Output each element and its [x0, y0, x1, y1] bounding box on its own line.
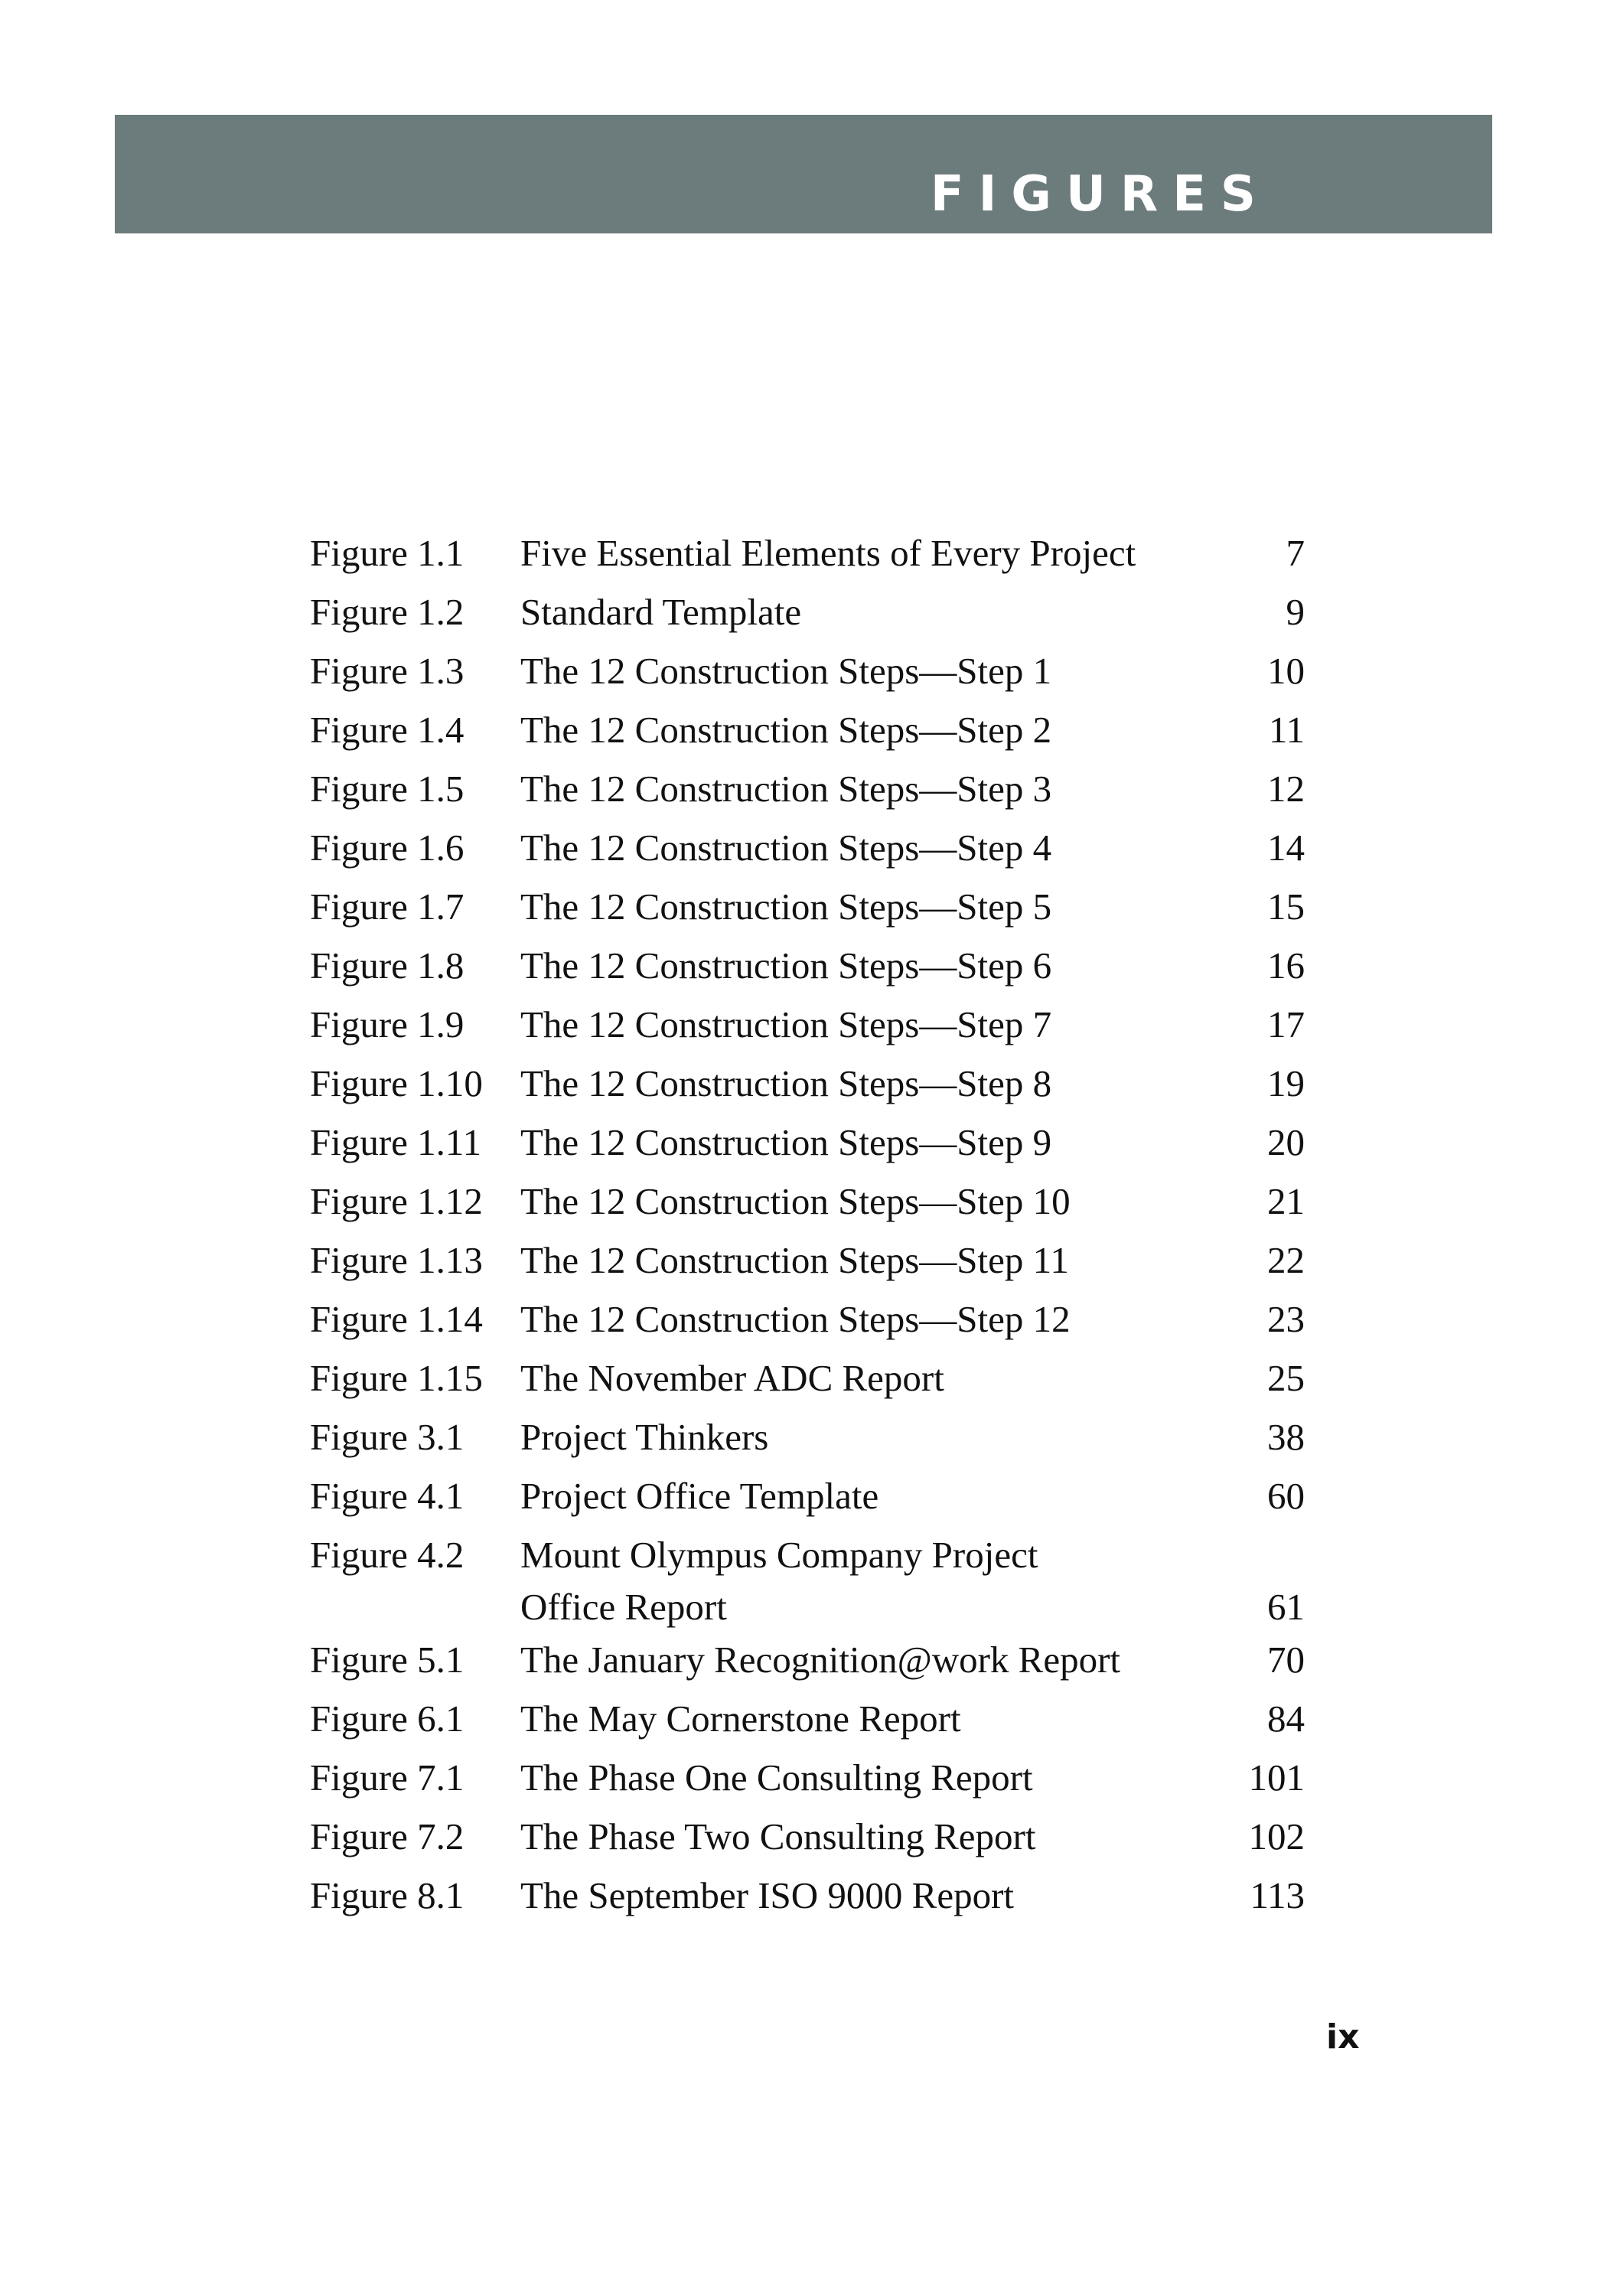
toc-entry	[310, 877, 1305, 936]
page-number: 12	[1267, 768, 1305, 810]
page-title: FIGURES	[930, 166, 1270, 223]
figure-number: Figure 7.2	[310, 1815, 464, 1857]
figure-number: Figure 1.2	[310, 591, 464, 633]
figure-number: Figure 1.10	[310, 1062, 483, 1104]
toc-entry	[310, 1748, 1305, 1807]
figure-title: The 12 Construction Steps—Step 4	[520, 827, 1052, 869]
toc-entry	[310, 1866, 1305, 1925]
figure-title: Five Essential Elements of Every Project	[520, 532, 1136, 574]
figure-number: Figure 1.12	[310, 1180, 483, 1222]
folio-page-number: ix	[1326, 2017, 1360, 2056]
toc-entry	[310, 1172, 1305, 1231]
figure-number: Figure 3.1	[310, 1416, 464, 1458]
toc-entry	[310, 1231, 1305, 1290]
page-number: 70	[1267, 1639, 1305, 1681]
toc-entry	[310, 1807, 1305, 1866]
figure-title: The November ADC Report	[520, 1357, 944, 1399]
figure-title: The 12 Construction Steps—Step 6	[520, 944, 1052, 987]
figure-number: Figure 5.1	[310, 1639, 464, 1681]
header-banner	[115, 115, 1492, 233]
figure-title: The 12 Construction Steps—Step 9	[520, 1121, 1052, 1163]
page-number: 21	[1267, 1180, 1305, 1222]
list-of-figures	[310, 523, 1305, 1925]
toc-entry	[310, 1525, 1305, 1630]
page-number: 25	[1267, 1357, 1305, 1399]
figure-number: Figure 1.7	[310, 885, 464, 928]
figure-number: Figure 6.1	[310, 1698, 464, 1740]
figure-title: Standard Template	[520, 591, 802, 633]
page-number: 113	[1250, 1874, 1305, 1916]
figure-title: The 12 Construction Steps—Step 5	[520, 885, 1052, 928]
toc-entry	[310, 1054, 1305, 1113]
page-number: 9	[1286, 591, 1305, 633]
page-number: 61	[1267, 1586, 1305, 1628]
toc-entry	[310, 1407, 1305, 1466]
figure-title: The Phase Two Consulting Report	[520, 1815, 1036, 1857]
page-number: 84	[1267, 1698, 1305, 1740]
figure-number: Figure 7.1	[310, 1756, 464, 1799]
figure-title: Project Office Template	[520, 1475, 879, 1517]
toc-entry	[310, 582, 1305, 641]
page-number: 14	[1267, 827, 1305, 869]
page-number: 22	[1267, 1239, 1305, 1281]
figure-number: Figure 8.1	[310, 1874, 464, 1916]
figure-number: Figure 1.4	[310, 709, 464, 751]
toc-entry	[310, 759, 1305, 818]
page-number: 20	[1267, 1121, 1305, 1163]
figure-number: Figure 1.9	[310, 1003, 464, 1045]
toc-entry	[310, 1689, 1305, 1748]
toc-entry	[310, 1349, 1305, 1407]
toc-entry	[310, 1466, 1305, 1525]
toc-entry	[310, 995, 1305, 1054]
figure-number: Figure 4.2	[310, 1534, 464, 1576]
page-number: 60	[1267, 1475, 1305, 1517]
figure-title: The 12 Construction Steps—Step 8	[520, 1062, 1052, 1104]
figure-title	[520, 1525, 1221, 1630]
figure-number: Figure 1.5	[310, 768, 464, 810]
toc-entry	[310, 818, 1305, 877]
figure-number: Figure 1.14	[310, 1298, 483, 1340]
figure-title: The 12 Construction Steps—Step 1	[520, 650, 1052, 692]
figure-number: Figure 1.3	[310, 650, 464, 692]
page-number: 11	[1268, 709, 1305, 751]
figure-title-line-2: Office Report	[520, 1586, 727, 1628]
figure-title: The 12 Construction Steps—Step 3	[520, 768, 1052, 810]
figure-title-line-1: Mount Olympus Company Project	[520, 1534, 1038, 1576]
page-number: 10	[1267, 650, 1305, 692]
figure-title: The 12 Construction Steps—Step 10	[520, 1180, 1071, 1222]
figure-title: The 12 Construction Steps—Step 12	[520, 1298, 1071, 1340]
page-number: 15	[1267, 885, 1305, 928]
page-number: 101	[1248, 1756, 1305, 1799]
figure-title: The January Recognition@work Report	[520, 1639, 1121, 1681]
figure-number: Figure 1.6	[310, 827, 464, 869]
page-number: 7	[1286, 532, 1305, 574]
page-number: 38	[1267, 1416, 1305, 1458]
figure-title: The 12 Construction Steps—Step 2	[520, 709, 1052, 751]
figure-title: The Phase One Consulting Report	[520, 1756, 1033, 1799]
figure-title: The May Cornerstone Report	[520, 1698, 961, 1740]
toc-entry	[310, 641, 1305, 700]
toc-entry	[310, 1113, 1305, 1172]
page-number: 19	[1267, 1062, 1305, 1104]
toc-entry	[310, 700, 1305, 759]
figure-title: The September ISO 9000 Report	[520, 1874, 1015, 1916]
page-number: 16	[1267, 944, 1305, 987]
figure-title: The 12 Construction Steps—Step 7	[520, 1003, 1052, 1045]
figure-number: Figure 4.1	[310, 1475, 464, 1517]
figure-number: Figure 1.11	[310, 1121, 482, 1163]
figure-title: Project Thinkers	[520, 1416, 769, 1458]
toc-entry	[310, 1630, 1305, 1689]
toc-entry	[310, 936, 1305, 995]
figure-number: Figure 1.8	[310, 944, 464, 987]
figure-number: Figure 1.1	[310, 532, 464, 574]
toc-entry	[310, 523, 1305, 582]
page-number: 23	[1267, 1298, 1305, 1340]
toc-entry	[310, 1290, 1305, 1349]
figure-title: The 12 Construction Steps—Step 11	[520, 1239, 1069, 1281]
figure-number: Figure 1.15	[310, 1357, 483, 1399]
figure-number: Figure 1.13	[310, 1239, 483, 1281]
page-number: 102	[1248, 1815, 1305, 1857]
page-number: 17	[1267, 1003, 1305, 1045]
